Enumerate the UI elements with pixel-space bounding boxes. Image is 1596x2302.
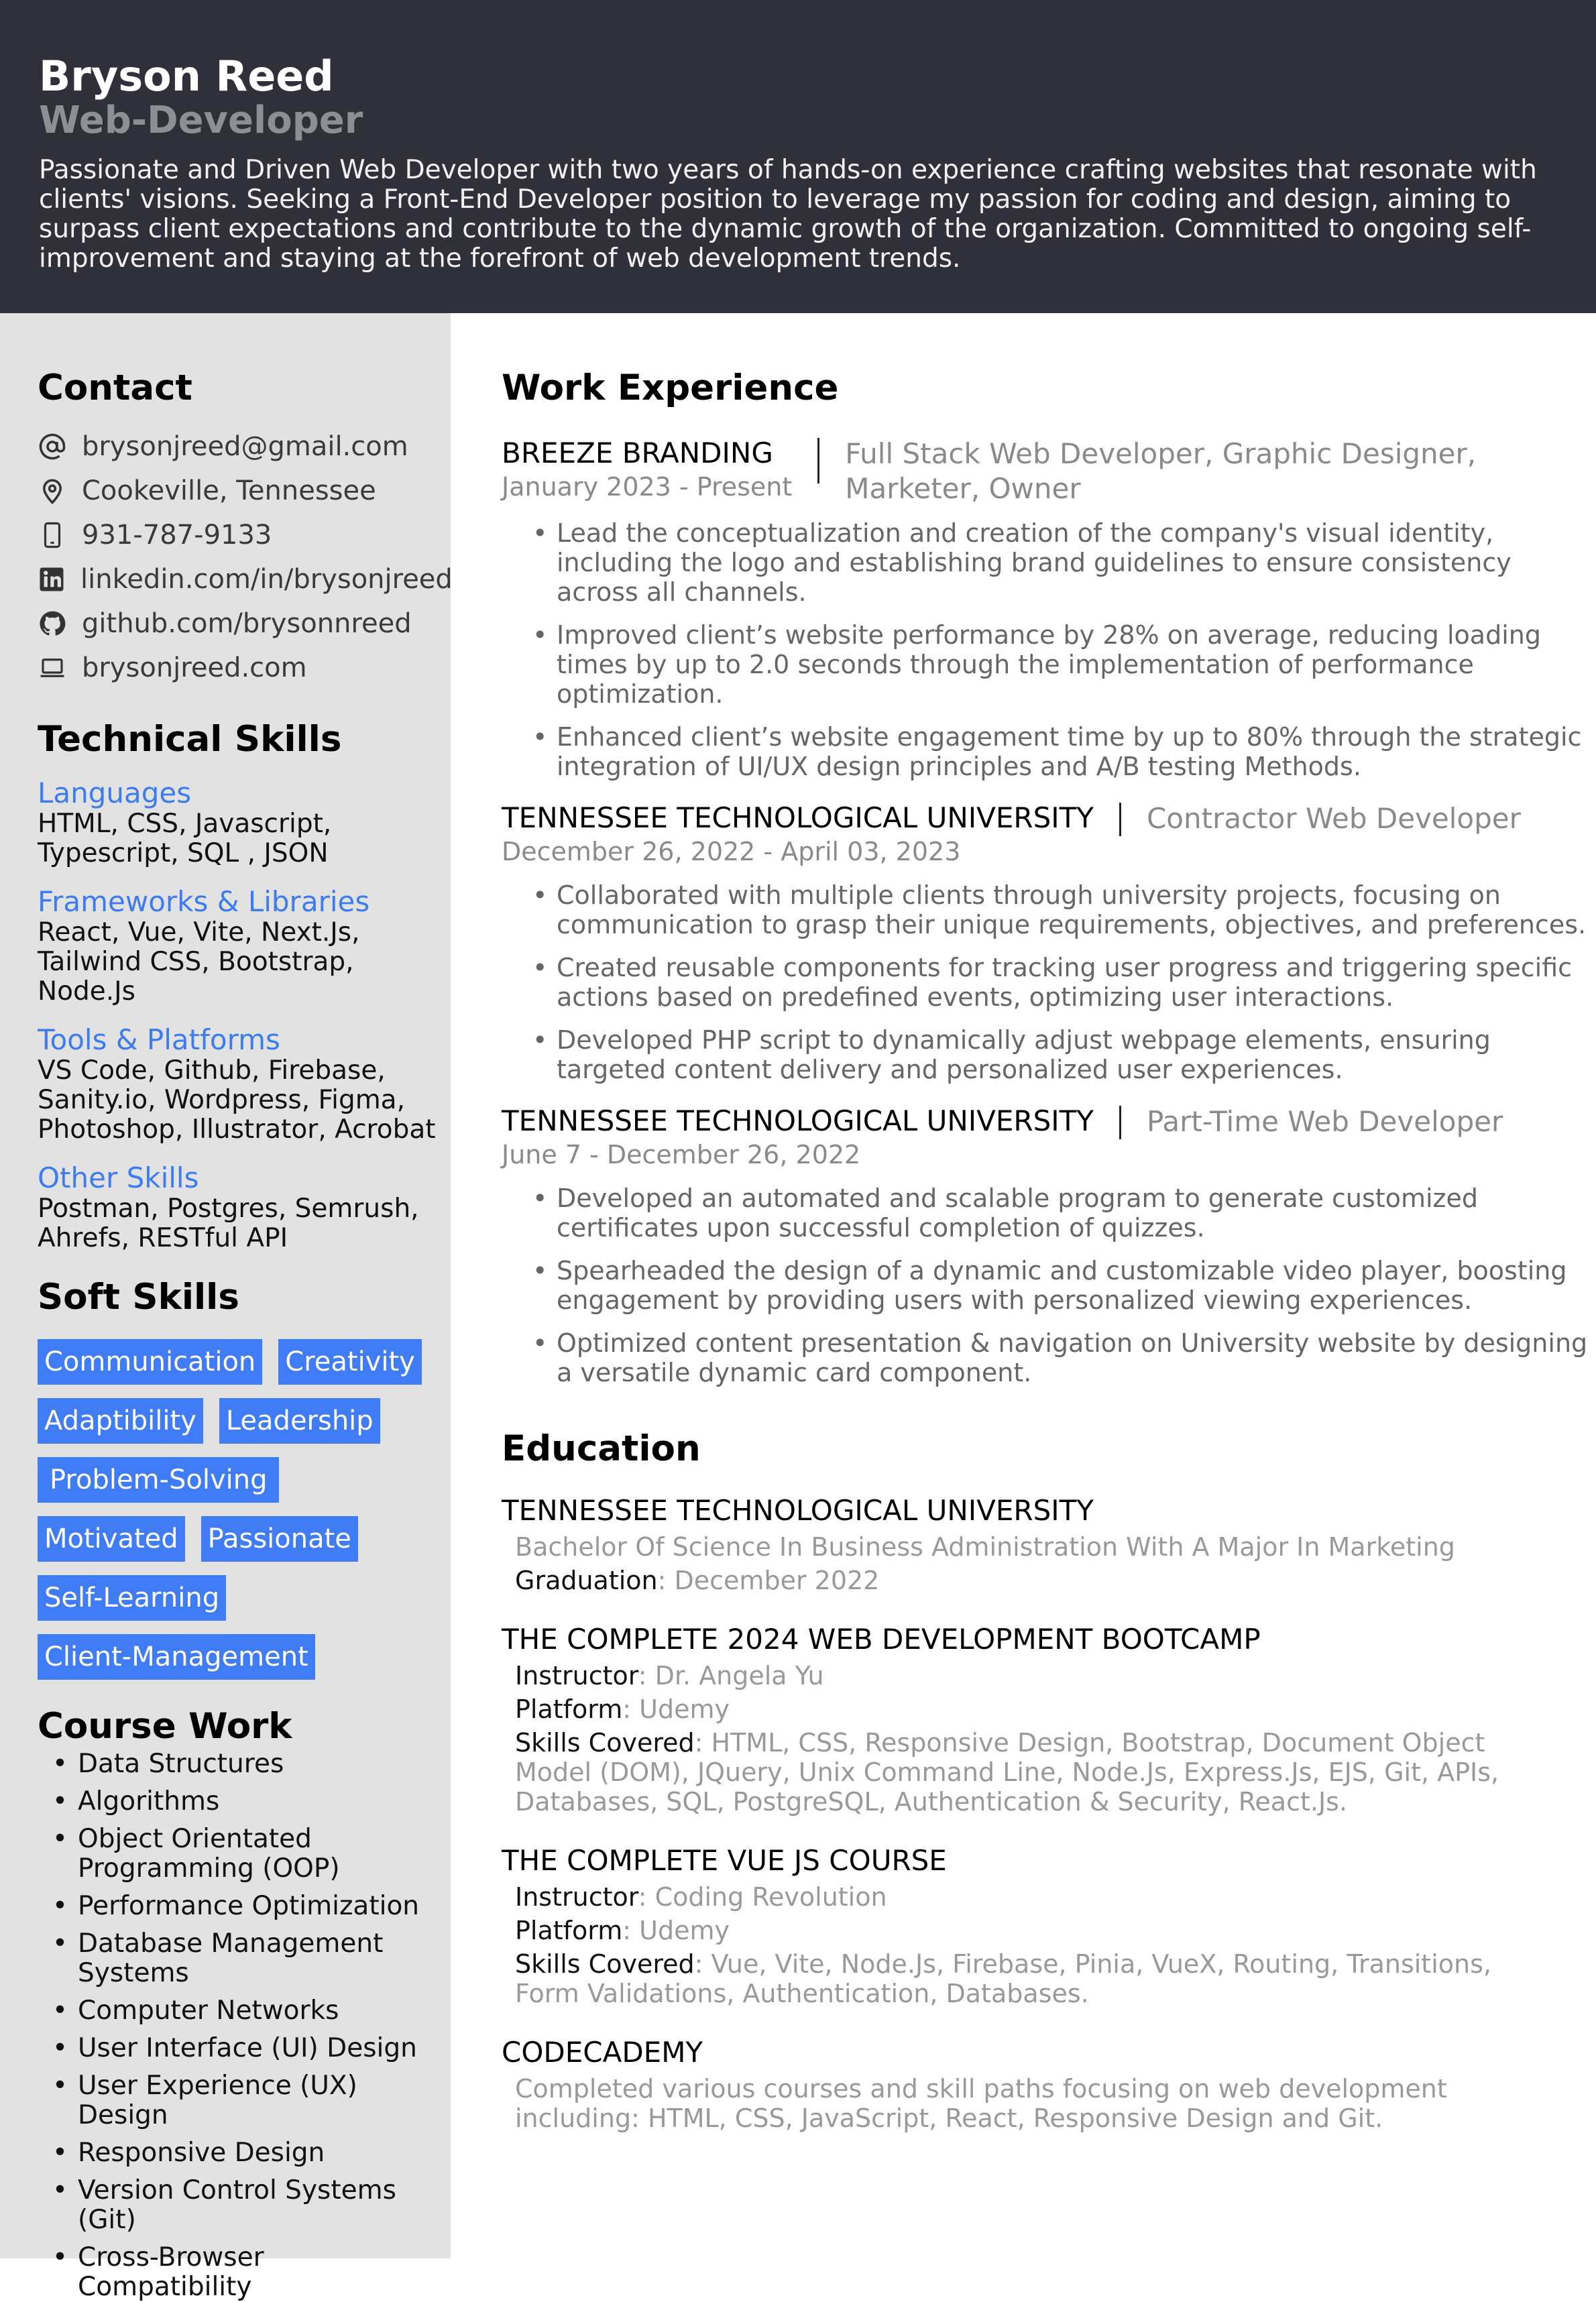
job-dates: December 26, 2022 - April 03, 2023 bbox=[502, 837, 961, 866]
list-item: • Object Orientated Programming (OOP) bbox=[38, 1825, 440, 1884]
skill-group-frameworks bbox=[38, 886, 451, 1006]
education-name: THE COMPLETE 2024 WEB DEVELOPMENT BOOTCAMP bbox=[502, 1623, 1261, 1656]
list-item: • Algorithms bbox=[38, 1787, 440, 1817]
education-detail bbox=[515, 1882, 1561, 1912]
work-experience-title: Work Experience bbox=[502, 367, 839, 408]
education-detail bbox=[515, 1916, 1561, 1945]
education-detail bbox=[515, 1532, 1561, 1562]
list-item: • Improved client’s website performance by 28% on average, reducing loading times by up to 2.0 seconds through the implementation of performance optimization. bbox=[528, 620, 1595, 709]
soft-skill-tag: Adaptibility bbox=[38, 1398, 203, 1444]
list-item: • Developed an automated and scalable program to generate customized certificates upon successful completion of quizzes. bbox=[528, 1184, 1595, 1243]
list-item: • User Interface (UI) Design bbox=[38, 2034, 440, 2063]
detail-label: Platform bbox=[515, 1916, 623, 1945]
education-name: TENNESSEE TECHNOLOGICAL UNIVERSITY bbox=[502, 1494, 1094, 1527]
contact-location-text: Cookeville, Tennessee bbox=[82, 475, 376, 506]
course-work-list bbox=[38, 1749, 451, 2302]
soft-skill-tag: Communication bbox=[38, 1339, 262, 1385]
contact-email-text: brysonjreed@gmail.com bbox=[82, 431, 408, 462]
phone-icon bbox=[38, 520, 67, 550]
contact-linkedin-text: linkedin.com/in/brysonjreed bbox=[80, 564, 453, 595]
job-bullets bbox=[528, 880, 1596, 1084]
soft-skills-tags bbox=[38, 1339, 440, 1693]
list-item: • Database Management Systems bbox=[38, 1929, 440, 1988]
list-item: • Version Control Systems (Git) bbox=[38, 2176, 440, 2235]
list-item: • Optimized content presentation & navigation on University website by designing a versatile dynamic card component. bbox=[528, 1328, 1595, 1387]
candidate-name: Bryson Reed bbox=[39, 52, 334, 101]
skill-group-tools bbox=[38, 1024, 451, 1145]
detail-value: : Coding Revolution bbox=[638, 1882, 887, 1912]
contact-location bbox=[38, 469, 451, 513]
education-detail bbox=[515, 2074, 1561, 2133]
location-pin-icon bbox=[38, 476, 67, 506]
job-position: Part-Time Web Developer bbox=[1146, 1105, 1503, 1138]
header bbox=[0, 0, 1596, 313]
education-entry bbox=[502, 1622, 1596, 1817]
divider bbox=[1119, 803, 1121, 836]
at-icon bbox=[38, 432, 67, 461]
skill-heading: Frameworks & Libraries bbox=[38, 885, 370, 918]
detail-label: Platform bbox=[515, 1694, 623, 1724]
technical-skills-title: Technical Skills bbox=[38, 719, 342, 760]
detail-value: : Udemy bbox=[622, 1694, 730, 1724]
list-item: • Developed PHP script to dynamically adjust webpage elements, ensuring targeted content delivery and personalized user experiences. bbox=[528, 1025, 1595, 1084]
list-item: • Spearheaded the design of a dynamic and customizable video player, boosting engagement by providing users with personalized viewing experiences. bbox=[528, 1256, 1595, 1315]
soft-skill-tag: Self-Learning bbox=[38, 1575, 226, 1621]
list-item: • Lead the conceptualization and creation of the company's visual identity, including the logo and establishing brand guidelines to ensure consistency across all channels. bbox=[528, 518, 1595, 607]
contact-website[interactable] bbox=[38, 646, 451, 690]
candidate-role: Web-Developer bbox=[39, 99, 363, 142]
soft-skill-tag: Passionate bbox=[201, 1516, 358, 1562]
list-item: • Performance Optimization bbox=[38, 1892, 440, 1921]
list-item: • Responsive Design bbox=[38, 2138, 440, 2168]
job-meta bbox=[502, 801, 1094, 868]
contact-title: Contact bbox=[38, 367, 192, 408]
soft-skill-tag: Problem-Solving bbox=[38, 1457, 279, 1503]
detail-value: : Dr. Angela Yu bbox=[638, 1661, 824, 1690]
soft-skill-tag: Creativity bbox=[278, 1339, 422, 1385]
education-title: Education bbox=[502, 1428, 701, 1469]
soft-skill-tag: Client-Management bbox=[38, 1634, 315, 1680]
contact-phone-text: 931-787-9133 bbox=[82, 520, 272, 551]
contact-email[interactable] bbox=[38, 424, 451, 469]
detail-value: Completed various courses and skill paths focusing on web development including: HTML, CSS, JavaScript, React, Responsive Design and Git. bbox=[515, 2074, 1447, 2133]
contact-website-text: brysonjreed.com bbox=[82, 652, 307, 683]
education-detail bbox=[515, 1728, 1561, 1817]
list-item: • Data Structures bbox=[38, 1749, 440, 1779]
skill-heading: Languages bbox=[38, 776, 192, 809]
job-dates: June 7 - December 26, 2022 bbox=[502, 1140, 861, 1169]
list-item: • User Experience (UX) Design bbox=[38, 2071, 440, 2130]
education-entry bbox=[502, 2035, 1596, 2133]
detail-label: Skills Covered bbox=[515, 1949, 695, 1979]
github-icon bbox=[38, 609, 67, 638]
divider bbox=[1119, 1106, 1121, 1139]
skill-text: Postman, Postgres, Semrush, Ahrefs, RESTful API bbox=[38, 1194, 419, 1253]
detail-label: Instructor bbox=[515, 1882, 638, 1912]
education-entry bbox=[502, 1843, 1596, 2008]
skill-heading: Other Skills bbox=[38, 1161, 199, 1194]
list-item: • Cross-Browser Compatibility bbox=[38, 2243, 440, 2302]
contact-github[interactable] bbox=[38, 601, 451, 646]
detail-label: Graduation bbox=[515, 1566, 658, 1595]
summary: Passionate and Driven Web Developer with two years of hands-on experience crafting websites that resonate with clients' visions. Seeking a Front-End Developer position to leverage my passion for coding and design, aiming to surpass client expectations and contribute to the dynamic growth of the organization. Committed to ongoing self-improvement and staying at the forefront of web development trends. bbox=[39, 155, 1537, 274]
education-name: CODECADEMY bbox=[502, 2036, 703, 2069]
skill-text: VS Code, Github, Firebase, Sanity.io, Wordpress, Figma, Photoshop, Illustrator, Acrobat bbox=[38, 1055, 436, 1145]
detail-label: Skills Covered bbox=[515, 1728, 695, 1758]
company-name: BREEZE BRANDING bbox=[502, 437, 773, 469]
education-detail bbox=[515, 1694, 1561, 1724]
contact-github-text: github.com/brysonnreed bbox=[82, 608, 412, 639]
main-content bbox=[451, 313, 1596, 2258]
laptop-icon bbox=[38, 653, 67, 683]
detail-value: : Vue, Vite, Node.Js, Firebase, Pinia, VueX, Routing, Transitions, Form Validations, Authentication, Databases. bbox=[515, 1949, 1491, 2008]
detail-value: Bachelor Of Science In Business Administration With A Major In Marketing bbox=[515, 1532, 1455, 1562]
job-position: Contractor Web Developer bbox=[1146, 802, 1521, 835]
education-entry bbox=[502, 1493, 1596, 1595]
list-item: • Computer Networks bbox=[38, 1996, 440, 2026]
skill-text: HTML, CSS, Javascript, Typescript, SQL , JSON bbox=[38, 809, 332, 868]
job-entry bbox=[502, 801, 1596, 1084]
detail-value: : December 2022 bbox=[657, 1566, 880, 1595]
skill-heading: Tools & Platforms bbox=[38, 1023, 280, 1056]
skill-group-languages bbox=[38, 777, 451, 868]
detail-value: : HTML, CSS, Responsive Design, Bootstrap, Document Object Model (DOM), JQuery, Unix Command Line, Node.Js, Express.Js, EJS, Git, APIs, Databases, SQL, PostgreSQL, Authentication & Security, React.Js. bbox=[515, 1728, 1499, 1817]
soft-skills-title: Soft Skills bbox=[38, 1277, 239, 1318]
job-entry bbox=[502, 437, 1596, 781]
list-item: • Collaborated with multiple clients through university projects, focusing on communication to grasp their unique requirements, objectives, and preferences. bbox=[528, 880, 1595, 939]
contact-list bbox=[38, 424, 451, 690]
list-item: • Enhanced client’s website engagement time by up to 80% through the strategic integration of UI/UX design principles and A/B testing Methods. bbox=[528, 722, 1595, 781]
job-bullets bbox=[528, 518, 1596, 781]
list-item: • Created reusable components for tracking user progress and triggering specific actions based on predefined events, optimizing user interactions. bbox=[528, 953, 1595, 1012]
job-header bbox=[502, 1104, 1596, 1171]
job-dates: January 2023 - Present bbox=[502, 472, 793, 502]
company-name: TENNESSEE TECHNOLOGICAL UNIVERSITY bbox=[502, 801, 1094, 834]
detail-value: : Udemy bbox=[622, 1916, 730, 1945]
contact-linkedin[interactable] bbox=[38, 557, 451, 601]
job-meta bbox=[502, 1104, 1094, 1171]
detail-label: Instructor bbox=[515, 1661, 638, 1690]
skill-group-other bbox=[38, 1162, 451, 1253]
education-detail bbox=[515, 1566, 1561, 1595]
job-meta bbox=[502, 437, 792, 504]
skill-text: React, Vue, Vite, Next.Js, Tailwind CSS, Bootstrap, Node.Js bbox=[38, 917, 360, 1006]
job-header bbox=[502, 437, 1596, 506]
course-work-title: Course Work bbox=[38, 1706, 292, 1747]
job-entry bbox=[502, 1104, 1596, 1387]
linkedin-icon bbox=[38, 565, 66, 594]
job-position: Full Stack Web Developer, Graphic Designer, Marketer, Owner bbox=[845, 437, 1477, 505]
divider bbox=[817, 438, 819, 483]
soft-skill-tag: Leadership bbox=[219, 1398, 380, 1444]
soft-skill-tag: Motivated bbox=[38, 1516, 185, 1562]
company-name: TENNESSEE TECHNOLOGICAL UNIVERSITY bbox=[502, 1104, 1094, 1137]
job-header bbox=[502, 801, 1596, 868]
job-bullets bbox=[528, 1184, 1596, 1387]
education-detail bbox=[515, 1949, 1561, 2008]
education-detail bbox=[515, 1661, 1561, 1690]
education-name: THE COMPLETE VUE JS COURSE bbox=[502, 1844, 947, 1877]
contact-phone[interactable] bbox=[38, 513, 451, 557]
sidebar bbox=[0, 313, 453, 2302]
